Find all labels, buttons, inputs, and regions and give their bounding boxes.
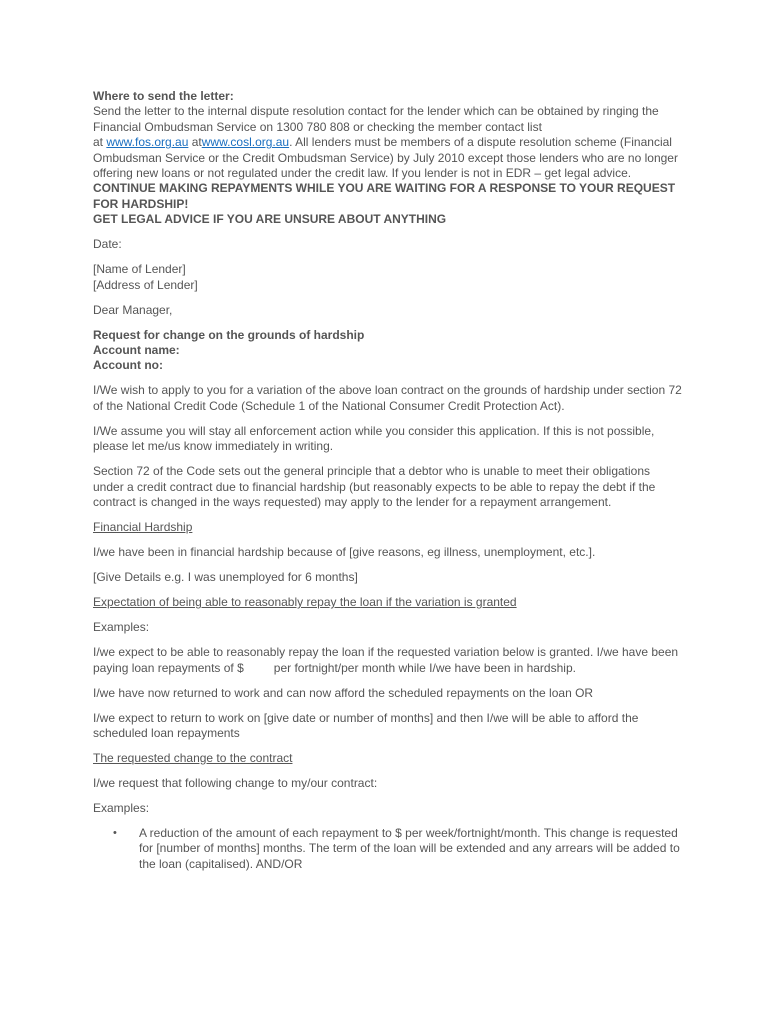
expectation-examples-label: Examples: [93, 620, 150, 635]
list-item [93, 826, 683, 872]
send-instructions-line1: Send the letter to the internal dispute resolution contact for the lender which can be obtained by ringing the Financial Ombudsman Service on 1300 780 808 or checking the member contact list [93, 104, 659, 134]
hardship-details: [Give Details e.g. I was unemployed for 6 months] [93, 570, 358, 585]
expectation-example-3: I/we expect to return to work on [give date or number of months] and then I/we will be able to afford the scheduled loan repayments [93, 710, 639, 740]
date-label: Date: [93, 237, 122, 252]
send-instructions-line2: . All lenders must be members of a dispute resolution scheme (Financial Ombudsman Service or the Credit Ombudsman Service) by July 2010 except those lenders who are no longer offering new loans or not regulated under the credit law. If you lender is not in EDR – get legal advice. [93, 135, 678, 181]
apply-paragraph: I/We wish to apply to you for a variation of the above loan contract on the grounds of hardship under section 72 of the National Credit Code (Schedule 1 of the National Consumer Credit Protection Act). [93, 383, 682, 413]
financial-hardship-heading: Financial Hardship [93, 520, 193, 535]
expectation-example-1-a: I/we expect to be able to reasonably repay the loan if the requested variation below is granted. I/we have been paying loan repayments of $ [93, 645, 679, 675]
bullet-icon: • [113, 826, 117, 839]
lender-name: [Name of Lender] [93, 262, 186, 277]
change-examples-label: Examples: [93, 800, 150, 815]
continue-repayments-warning: CONTINUE MAKING REPAYMENTS WHILE YOU ARE WAITING FOR A RESPONSE TO YOUR REQUEST FOR HARDSHIP! [93, 181, 676, 211]
change-request: I/we request that following change to my/our contract: [93, 775, 378, 790]
expectation-example-2: I/we have now returned to work and can now afford the scheduled repayments on the loan OR [93, 685, 594, 700]
legal-advice-warning: GET LEGAL ADVICE IF YOU ARE UNSURE ABOUT ANYTHING [93, 212, 447, 227]
section72-paragraph: Section 72 of the Code sets out the general principle that a debtor who is unable to meet their obligations under a credit contract due to financial hardship (but reasonably expects to be able to repay the debt if the contract is changed in the ways requested) may apply to the lender for a repayment arrangement. [93, 464, 656, 510]
change-examples-list [93, 826, 683, 872]
where-to-send-heading: Where to send the letter: [93, 89, 234, 103]
letter-subject: Request for change on the grounds of hardship [93, 327, 365, 342]
account-no-label: Account no: [93, 358, 163, 373]
send-instructions [93, 104, 683, 181]
expectation-heading: Expectation of being able to reasonably repay the loan if the variation is granted [93, 595, 517, 610]
account-name-label: Account name: [93, 343, 180, 358]
lender-address: [Address of Lender] [93, 277, 198, 292]
cosl-link[interactable]: www.cosl.org.au [201, 135, 290, 150]
change-bullet-1: A reduction of the amount of each repayment to $ per week/fortnight/month. This change is requested for [number of months] months. The term of the loan will be extended and any arrears will be added to the loan (capitalised). AND/OR [139, 825, 680, 871]
fos-link[interactable]: www.fos.org.au [106, 135, 189, 150]
expectation-example-1-b: per fortnight/per month while I/we have been in hardship. [273, 660, 576, 675]
hardship-reasons: I/we have been in financial hardship because of [give reasons, eg illness, unemployment, etc.]. [93, 545, 596, 560]
letter-content [93, 89, 683, 872]
expectation-example-1 [93, 645, 683, 676]
assume-paragraph: I/We assume you will stay all enforcement action while you consider this application. If this is not possible, please let me/us know immediately in writing. [93, 423, 655, 454]
send-instructions-at: at [93, 135, 107, 150]
requested-change-heading: The requested change to the contract [93, 750, 293, 765]
salutation: Dear Manager, [93, 302, 173, 317]
send-instructions-at2: at [188, 135, 202, 150]
